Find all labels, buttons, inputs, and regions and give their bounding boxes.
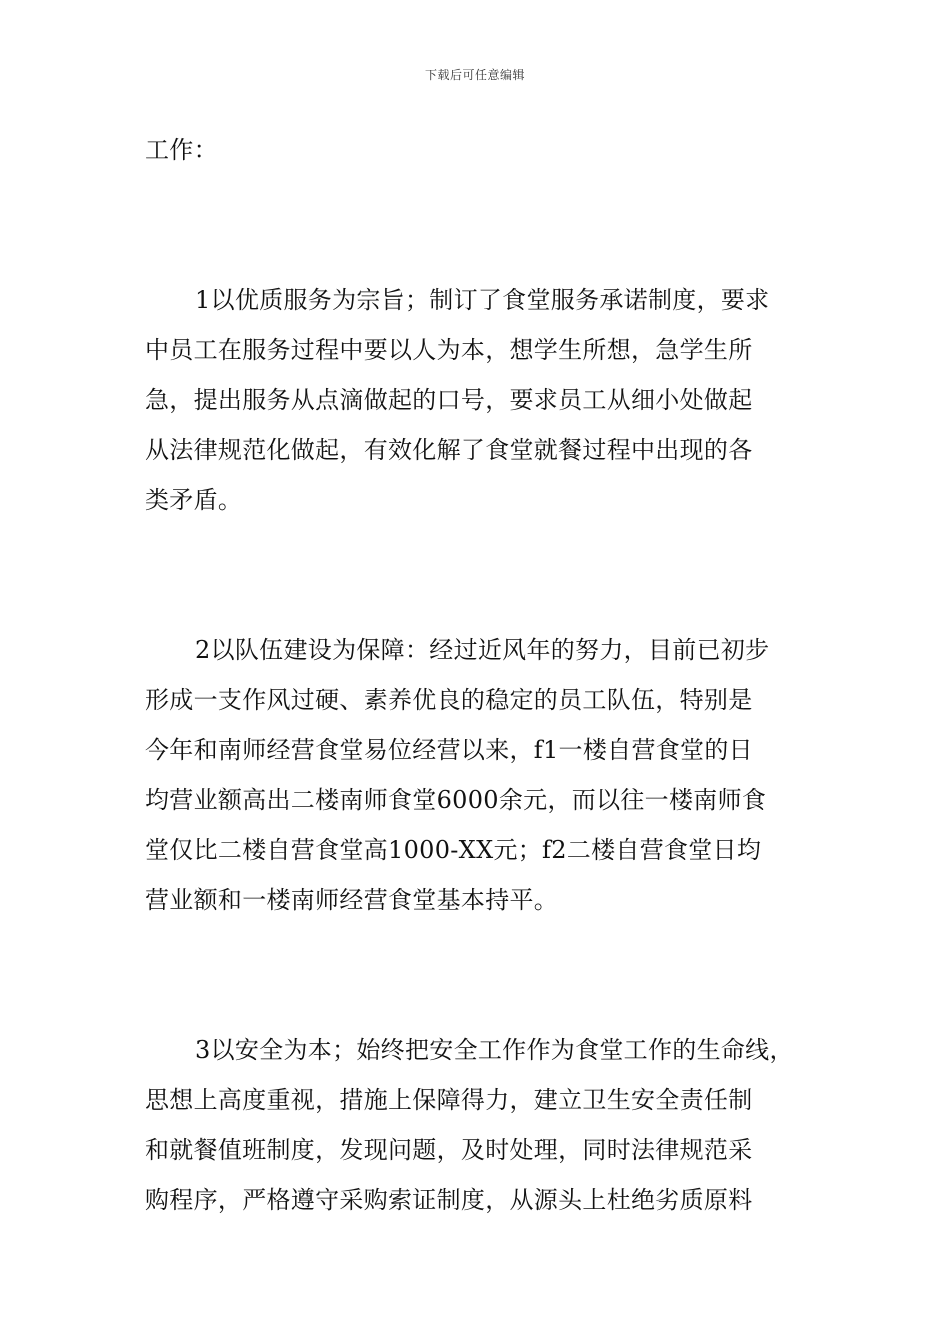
text-line: 3以安全为本；始终把安全工作作为食堂工作的生命线， [195,1036,794,1064]
text-line: 类矛盾。 [145,486,243,514]
text-line: 和就餐值班制度，发现问题，及时处理，同时法律规范采 [145,1136,753,1164]
text-line: 形成一支作风过硬、素养优良的稳定的员工队伍，特别是 [145,686,753,714]
header-note: 下载后可任意编辑 [424,68,525,82]
text-line: 思想上高度重视，措施上保障得力，建立卫生安全责任制 [145,1086,753,1114]
text-line: 1以优质服务为宗旨；制订了食堂服务承诺制度，要求 [195,286,770,314]
text-line: 工作： [145,136,218,164]
text-line: 2以队伍建设为保障：经过近风年的努力，目前已初步 [195,636,770,664]
text-line: 从法律规范化做起，有效化解了食堂就餐过程中出现的各 [145,436,753,464]
text-line: 购程序，严格遵守采购索证制度，从源头上杜绝劣质原料 [145,1186,753,1214]
text-line: 今年和南师经营食堂易位经营以来，f1一楼自营食堂的日 [145,736,753,764]
text-line: 急，提出服务从点滴做起的口号，要求员工从细小处做起 [145,386,753,414]
text-line: 中员工在服务过程中要以人为本，想学生所想，急学生所 [145,336,753,364]
text-line: 堂仅比二楼自营食堂高1000-XX元；f2二楼自营食堂日均 [145,836,762,864]
text-line: 营业额和一楼南师经营食堂基本持平。 [145,886,559,914]
text-line: 均营业额高出二楼南师食堂6000余元，而以往一楼南师食 [145,786,767,814]
